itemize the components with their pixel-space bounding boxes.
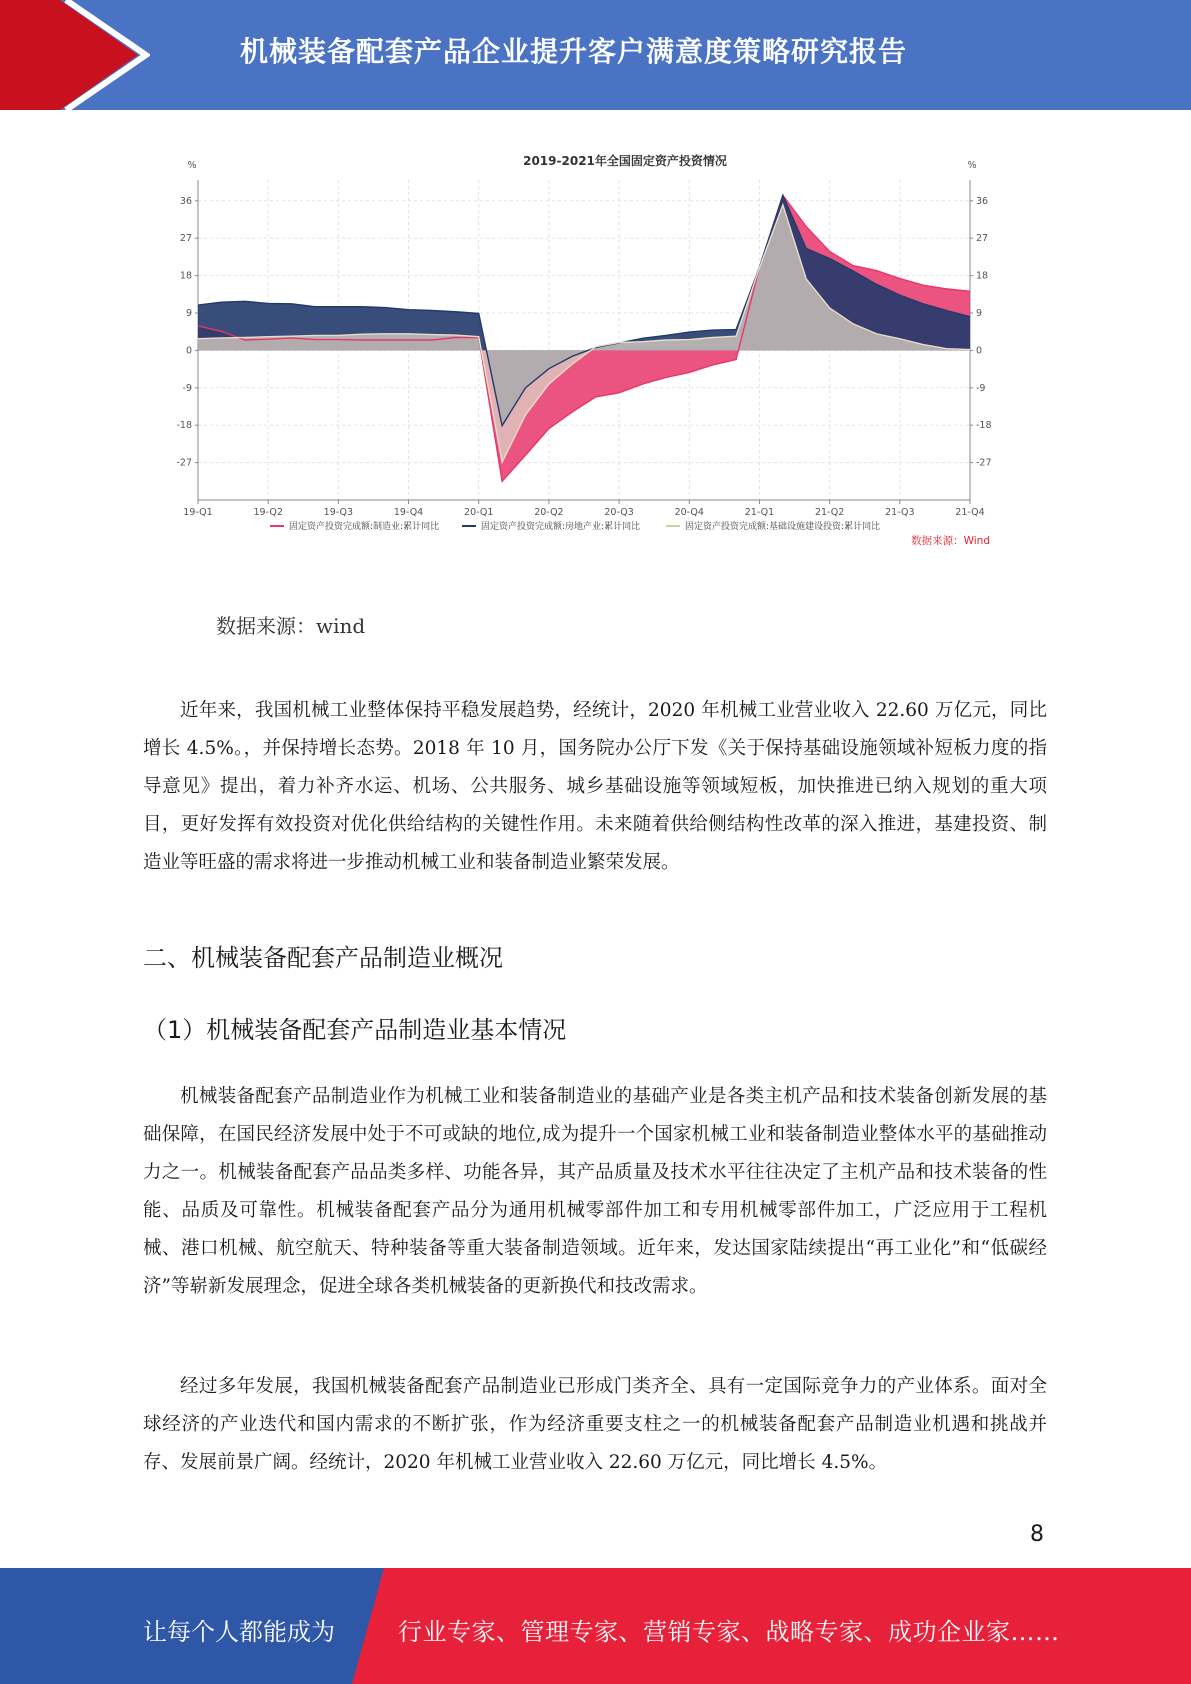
y-tick-label-right: 27 [976, 233, 989, 245]
section-heading: 二、机械装备配套产品制造业概况 [143, 944, 503, 972]
y-tick-label-right: 36 [976, 195, 989, 207]
x-tick-label: 20-Q3 [604, 507, 634, 518]
y-tick-label-left: 0 [185, 345, 192, 357]
x-tick-label: 19-Q1 [183, 507, 213, 518]
y-tick-label-left: 9 [185, 307, 192, 319]
header-red-arrow-decoration [0, 0, 150, 110]
y-tick-label-left: -27 [176, 457, 192, 469]
footer-slogan-left: 让每个人都能成为 [143, 1618, 335, 1646]
legend-label-3: 固定资产投资完成额:基础设施建设投资:累计同比 [685, 522, 881, 532]
right-axis-unit: % [967, 160, 977, 171]
left-axis-unit: % [187, 160, 197, 171]
x-tick-label: 21-Q3 [885, 507, 915, 518]
x-tick-label: 19-Q2 [253, 507, 283, 518]
chart-source-note: 数据来源：Wind [911, 535, 990, 547]
x-tick-label: 20-Q1 [464, 507, 494, 518]
paragraph-1: 近年来，我国机械工业整体保持平稳发展趋势，经统计，2020 年机械工业营业收入 22.60 万亿元，同比增长 4.5%。，并保持增长态势。2018 年 10 月，国务院办公厅下发《关于保持基础设施领域补短板力度的指导意见》提出，着力补齐水运、机场、公共服务、城乡基础设施等领域短板，加快推进已纳入规划的重大项目，更好发挥有效投资对优化供给结构的关键性作用。未来随着供给侧结构性改革的深入推进，基建投资、制造业等旺盛的需求将进一步推动机械工业和装备制造业繁荣发展。 [143, 700, 1047, 873]
y-tick-label-right: -18 [976, 420, 992, 432]
report-title: 机械装备配套产品企业提升客户满意度策略研究报告 [240, 35, 908, 68]
page-header [0, 0, 1191, 110]
investment-chart [170, 146, 1080, 596]
paragraph-2: 机械装备配套产品制造业作为机械工业和装备制造业的基础产业是各类主机产品和技术装备创新发展的基础保障，在国民经济发展中处于不可或缺的地位,成为提升一个国家机械工业和装备制造业整体水平的基础推动力之一。机械装备配套产品品类多样、功能各异，其产品质量及技术水平往往决定了主机产品和技术装备的性能、品质及可靠性。机械装备配套产品分为通用机械零部件加工和专用机械零部件加工，广泛应用于工程机械、港口机械、航空航天、特种装备等重大装备制造领域。近年来，发达国家陆续提出“再工业化”和“低碳经济”等崭新发展理念，促进全球各类机械装备的更新换代和技改需求。 [143, 1086, 1047, 1297]
legend-label-1: 固定资产投资完成额:制造业:累计同比 [289, 522, 440, 532]
y-tick-label-left: 18 [179, 270, 192, 282]
x-tick-label: 20-Q2 [534, 507, 564, 518]
y-tick-label-left: 36 [179, 195, 192, 207]
subsection-heading: （1）机械装备配套产品制造业基本情况 [143, 1016, 567, 1044]
chart-title: 2019-2021年全国固定资产投资情况 [523, 154, 727, 168]
chart-canvas [170, 146, 1080, 596]
page-number: 8 [1030, 1522, 1044, 1547]
y-tick-label-right: 9 [976, 307, 983, 319]
x-tick-label: 20-Q4 [674, 507, 704, 518]
chart-caption: 数据来源：wind [216, 614, 366, 638]
paragraph-3: 经过多年发展，我国机械装备配套产品制造业已形成门类齐全、具有一定国际竞争力的产业体系。面对全球经济的产业迭代和国内需求的不断扩张，作为经济重要支柱之一的机械装备配套产品制造业机遇和挑战并存、发展前景广阔。经统计，2020 年机械工业营业收入 22.60 万亿元，同比增长 4.5%。 [143, 1376, 1047, 1473]
y-tick-label-left: -18 [176, 420, 192, 432]
y-tick-label-right: 0 [976, 345, 983, 357]
footer-slogan-right: 行业专家、管理专家、营销专家、战略专家、成功企业家…… [398, 1618, 1060, 1646]
y-tick-label-left: -9 [182, 382, 192, 394]
y-tick-label-right: 18 [976, 270, 989, 282]
x-tick-label: 21-Q4 [955, 507, 985, 518]
x-tick-label: 21-Q2 [814, 507, 845, 518]
x-tick-label: 19-Q3 [323, 507, 354, 518]
page-footer [0, 1568, 1191, 1684]
y-tick-label-left: 27 [179, 233, 192, 245]
legend-label-2: 固定资产投资完成额:房地产业:累计同比 [481, 522, 641, 532]
y-tick-label-right: -9 [976, 382, 986, 394]
x-tick-label: 21-Q1 [744, 507, 775, 518]
x-tick-label: 19-Q4 [393, 507, 424, 518]
y-tick-label-right: -27 [976, 457, 992, 469]
